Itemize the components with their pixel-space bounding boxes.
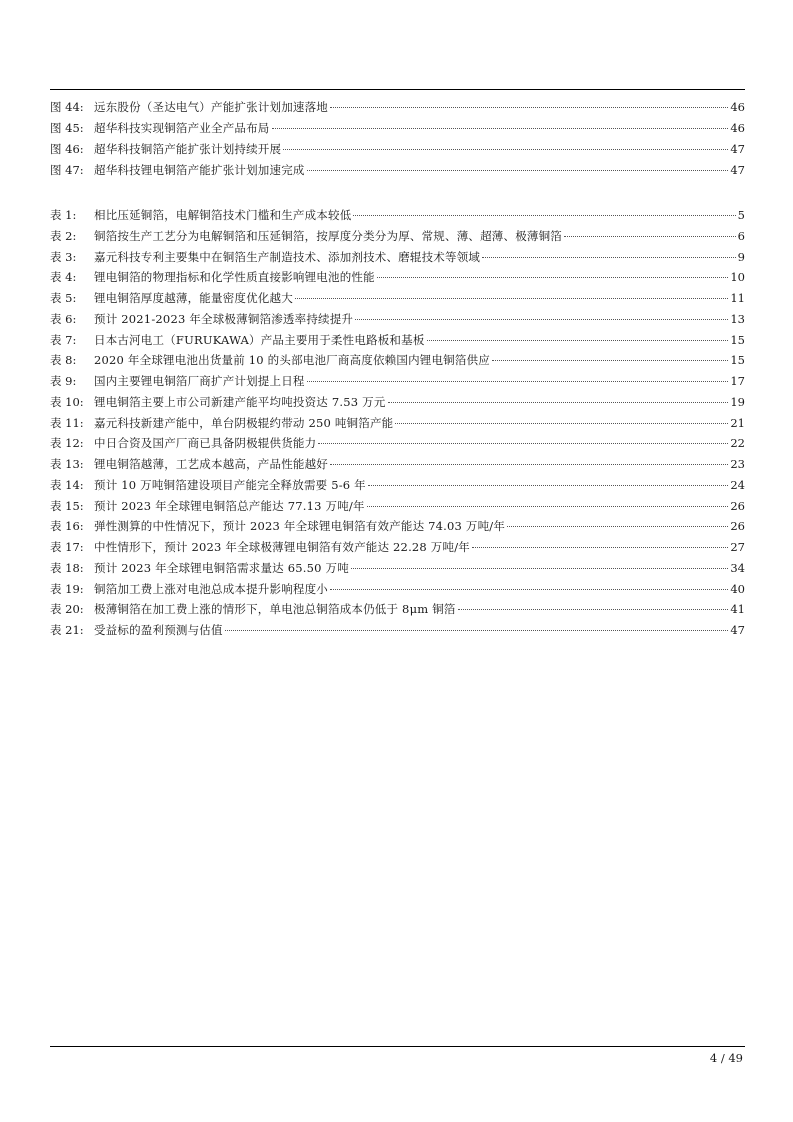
entry-title: 超华科技锂电铜箔产能扩张计划加速完成 xyxy=(94,163,305,177)
entry-label: 表 3: xyxy=(50,249,77,264)
entry-title: 锂电铜箔越薄，工艺成本越高，产品性能越好 xyxy=(94,457,328,471)
table-entry[interactable] xyxy=(50,267,745,288)
table-entry[interactable] xyxy=(50,537,745,558)
entry-label: 表 13: xyxy=(50,457,84,471)
entry-page: 13 xyxy=(730,311,745,326)
entry-label: 表 18: xyxy=(50,560,84,575)
entry-page: 27 xyxy=(730,540,745,554)
entry-title: 受益标的盈利预测与估值 xyxy=(94,623,223,637)
table-entry[interactable] xyxy=(50,288,745,309)
entry-label: 图 46: xyxy=(50,142,84,156)
dot-leader xyxy=(307,170,729,171)
entry-page: 24 xyxy=(730,477,745,492)
dot-leader xyxy=(330,589,728,590)
entry-page: 41 xyxy=(730,602,745,617)
figure-entry[interactable] xyxy=(50,160,745,181)
dot-leader xyxy=(482,257,736,258)
figure-entry[interactable] xyxy=(50,139,745,160)
entry-page: 40 xyxy=(730,581,745,596)
dot-leader xyxy=(330,107,728,108)
table-entry[interactable] xyxy=(50,371,745,392)
entry-title: 预计 2021-2023 年全球极薄铜箔渗透率持续提升 xyxy=(94,311,354,326)
table-entry[interactable] xyxy=(50,392,745,413)
entry-page: 17 xyxy=(730,374,745,388)
entry-page: 47 xyxy=(730,623,745,637)
entry-title: 预计 10 万吨铜箔建设项目产能完全释放需要 5-6 年 xyxy=(94,477,366,492)
entry-label: 表 11: xyxy=(50,415,84,430)
table-entry[interactable] xyxy=(50,330,745,351)
entry-label: 表 2: xyxy=(50,228,77,243)
entry-page: 26 xyxy=(730,498,745,513)
entry-label: 表 15: xyxy=(50,498,84,513)
table-entry[interactable] xyxy=(50,558,745,579)
entry-page: 15 xyxy=(730,353,745,368)
figure-entry[interactable] xyxy=(50,97,745,118)
entry-title: 嘉元科技新建产能中，单台阴极辊约带动 250 吨铜箔产能 xyxy=(94,415,394,430)
entry-title: 超华科技铜箔产能扩张计划持续开展 xyxy=(94,142,282,156)
dot-leader xyxy=(295,298,728,299)
dot-leader xyxy=(353,215,735,216)
entry-label: 表 7: xyxy=(50,332,77,347)
entry-page: 21 xyxy=(730,415,745,430)
dot-leader xyxy=(472,547,728,548)
entry-label: 表 19: xyxy=(50,581,84,596)
entry-title: 铜箔按生产工艺分为电解铜箔和压延铜箔，按厚度分类分为厚、常规、薄、超薄、极薄铜箔 xyxy=(94,228,562,243)
entry-title: 超华科技实现铜箔产业全产品布局 xyxy=(94,121,270,135)
entry-title: 国内主要锂电铜箔厂商扩产计划提上日程 xyxy=(94,374,305,388)
entry-title: 远东股份（圣达电气）产能扩张计划加速落地 xyxy=(94,100,328,114)
table-entry[interactable] xyxy=(50,413,745,434)
dot-leader xyxy=(458,609,729,610)
entry-title: 铜箔加工费上涨对电池总成本提升影响程度小 xyxy=(94,581,328,596)
entry-label: 图 47: xyxy=(50,163,84,177)
table-entry[interactable] xyxy=(50,350,745,371)
entry-title: 日本古河电工（FURUKAWA）产品主要用于柔性电路板和基板 xyxy=(94,332,425,347)
entry-page: 26 xyxy=(730,519,745,534)
entry-page: 47 xyxy=(730,142,745,156)
dot-leader xyxy=(507,526,728,527)
dot-leader xyxy=(427,340,729,341)
entry-label: 表 8: xyxy=(50,353,77,368)
entry-page: 47 xyxy=(730,163,745,177)
footer-rule xyxy=(50,1046,745,1047)
dot-leader xyxy=(272,128,729,129)
table-entry[interactable] xyxy=(50,454,745,475)
table-entry[interactable] xyxy=(50,247,745,268)
table-entry[interactable] xyxy=(50,226,745,247)
entry-title: 弹性测算的中性情况下，预计 2023 年全球锂电铜箔有效产能达 74.03 万吨/年 xyxy=(94,519,506,534)
table-entry[interactable] xyxy=(50,620,745,641)
entry-title: 2020 年全球锂电池出货量前 10 的头部电池厂商高度依赖国内锂电铜箔供应 xyxy=(94,353,490,368)
dot-leader xyxy=(225,630,729,631)
entry-label: 表 6: xyxy=(50,311,77,326)
entry-label: 表 1: xyxy=(50,208,77,222)
dot-leader xyxy=(492,360,728,361)
entry-title: 预计 2023 年全球锂电铜箔总产能达 77.13 万吨/年 xyxy=(94,498,365,513)
entry-label: 表 12: xyxy=(50,436,84,451)
table-entry[interactable] xyxy=(50,475,745,496)
entry-label: 表 9: xyxy=(50,374,77,388)
table-entry[interactable] xyxy=(50,496,745,517)
entry-page: 23 xyxy=(730,457,745,471)
dot-leader xyxy=(564,236,736,237)
entry-label: 表 16: xyxy=(50,519,84,534)
entry-page: 15 xyxy=(730,332,745,347)
entry-page: 19 xyxy=(730,394,745,409)
dot-leader xyxy=(355,319,728,320)
dot-leader xyxy=(388,402,729,403)
entry-label: 图 45: xyxy=(50,121,84,135)
entry-label: 表 20: xyxy=(50,602,84,617)
dot-leader xyxy=(377,277,729,278)
entry-label: 表 14: xyxy=(50,477,84,492)
entry-page: 22 xyxy=(730,436,745,451)
figure-list xyxy=(50,97,745,181)
table-entry[interactable] xyxy=(50,433,745,454)
entry-title: 中性情形下，预计 2023 年全球极薄锂电铜箔有效产能达 22.28 万吨/年 xyxy=(94,540,470,554)
dot-leader xyxy=(283,149,728,150)
entry-title: 嘉元科技专利主要集中在铜箔生产制造技术、添加剂技术、磨辊技术等领域 xyxy=(94,249,481,264)
table-entry[interactable] xyxy=(50,579,745,600)
table-entry[interactable] xyxy=(50,309,745,330)
dot-leader xyxy=(395,423,728,424)
entry-label: 表 10: xyxy=(50,394,84,409)
entry-page: 46 xyxy=(730,121,745,135)
dot-leader xyxy=(318,443,728,444)
entry-page: 9 xyxy=(737,249,745,264)
header-rule xyxy=(50,89,745,90)
table-entry[interactable] xyxy=(50,516,745,537)
dot-leader xyxy=(330,464,728,465)
entry-title: 锂电铜箔厚度越薄，能量密度优化越大 xyxy=(94,291,293,305)
entry-title: 预计 2023 年全球锂电铜箔需求量达 65.50 万吨 xyxy=(94,560,349,575)
entry-label: 表 21: xyxy=(50,623,84,637)
entry-page: 46 xyxy=(730,100,745,114)
entry-title: 相比压延铜箔，电解铜箔技术门槛和生产成本较低 xyxy=(94,208,352,222)
entry-title: 中日合资及国产厂商已具备阴极辊供货能力 xyxy=(94,436,317,451)
entry-title: 锂电铜箔主要上市公司新建产能平均吨投资达 7.53 万元 xyxy=(94,394,386,409)
page-number: 4 / 49 xyxy=(709,1051,743,1065)
dot-leader xyxy=(368,485,728,486)
entry-label: 表 17: xyxy=(50,540,84,554)
entry-page: 34 xyxy=(730,560,745,575)
table-entry[interactable] xyxy=(50,205,745,226)
entry-label: 表 4: xyxy=(50,270,77,285)
entry-label: 表 5: xyxy=(50,291,77,305)
entry-page: 10 xyxy=(730,270,745,285)
table-list xyxy=(50,205,745,641)
entry-page: 6 xyxy=(737,228,745,243)
dot-leader xyxy=(351,568,728,569)
figure-entry[interactable] xyxy=(50,118,745,139)
entry-page: 11 xyxy=(730,291,745,305)
entry-title: 极薄铜箔在加工费上涨的情形下，单电池总铜箔成本仍低于 8μm 铜箔 xyxy=(94,602,456,617)
entry-title: 锂电铜箔的物理指标和化学性质直接影响锂电池的性能 xyxy=(94,270,375,285)
table-entry[interactable] xyxy=(50,599,745,620)
entry-page: 5 xyxy=(737,208,745,222)
entry-label: 图 44: xyxy=(50,100,84,114)
dot-leader xyxy=(307,381,729,382)
dot-leader xyxy=(367,506,729,507)
